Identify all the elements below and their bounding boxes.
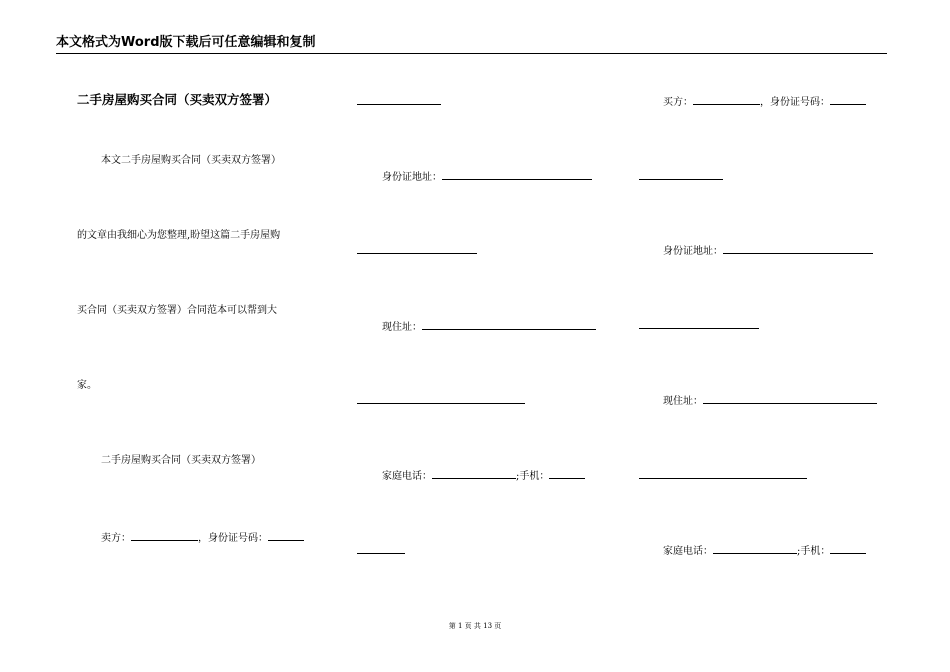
buyer-name-blank [693, 94, 760, 105]
buyer-id-address-line [663, 243, 873, 258]
buyer-current-address-label: 现住址： [663, 396, 703, 407]
seller-id-address-blank [442, 169, 592, 180]
page-prefix: 第 [448, 622, 456, 630]
intro-line-3: 买合同（买卖双方签署）合同范本可以帮到大 [77, 305, 277, 316]
seller-id-address-label: 身份证地址： [382, 172, 442, 183]
buyer-mobile-label: ;手机： [797, 546, 831, 557]
buyer-id-number-label: ，身份证号码： [760, 97, 830, 108]
buyer-mobile-blank [830, 543, 866, 554]
seller-id-address-line [382, 169, 592, 184]
contract-subtitle: 二手房屋购买合同（买卖双方签署） [101, 455, 261, 466]
buyer-label: 买方： [663, 97, 693, 108]
seller-current-address-label: 现住址： [382, 322, 422, 333]
seller-current-address-blank [422, 319, 596, 330]
buyer-id-number-blank [830, 94, 866, 105]
seller-mobile-label: ;手机： [516, 471, 550, 482]
blank-line-c2-3 [357, 403, 525, 404]
blank-line-c3-3 [639, 478, 807, 479]
intro-line-1: 本文二手房屋购买合同（买卖双方签署） [101, 155, 281, 166]
buyer-home-phone-blank [713, 543, 797, 554]
page-suffix: 页 [494, 622, 502, 630]
document-title: 二手房屋购买合同（买卖双方签署） [77, 92, 278, 107]
seller-id-number-blank [268, 530, 304, 541]
page-header-title: 本文格式为Word版下载后可任意编辑和复制 [56, 35, 316, 50]
page-total: 13 [483, 622, 493, 630]
blank-line-c3-2 [639, 328, 759, 329]
buyer-phone-line [663, 543, 866, 558]
page-header-rule [56, 53, 887, 54]
page-number-footer [0, 622, 950, 631]
seller-mobile-blank [549, 468, 585, 479]
seller-line [101, 530, 304, 545]
intro-line-2: 的文章由我细心为您整理,盼望这篇二手房屋购 [77, 230, 281, 241]
buyer-id-address-blank [723, 243, 873, 254]
seller-home-phone-blank [432, 468, 516, 479]
blank-line-c3-1 [639, 179, 723, 180]
buyer-home-phone-label: 家庭电话： [663, 546, 713, 557]
buyer-id-address-label: 身份证地址： [663, 246, 723, 257]
buyer-line [663, 94, 866, 109]
page-current: 1 [457, 622, 463, 630]
page-middle: 页 共 [464, 622, 481, 630]
buyer-current-address-blank [703, 393, 877, 404]
blank-line-c2-4 [357, 553, 405, 554]
seller-id-number-label: ，身份证号码： [198, 533, 268, 544]
seller-label: 卖方： [101, 533, 131, 544]
blank-line-c2-2 [357, 253, 477, 254]
intro-line-4: 家。 [77, 380, 97, 391]
blank-line-c2-1 [357, 104, 441, 105]
seller-name-blank [131, 530, 198, 541]
seller-phone-line [382, 468, 585, 483]
seller-home-phone-label: 家庭电话： [382, 471, 432, 482]
seller-current-address-line [382, 319, 596, 334]
buyer-current-address-line [663, 393, 877, 408]
